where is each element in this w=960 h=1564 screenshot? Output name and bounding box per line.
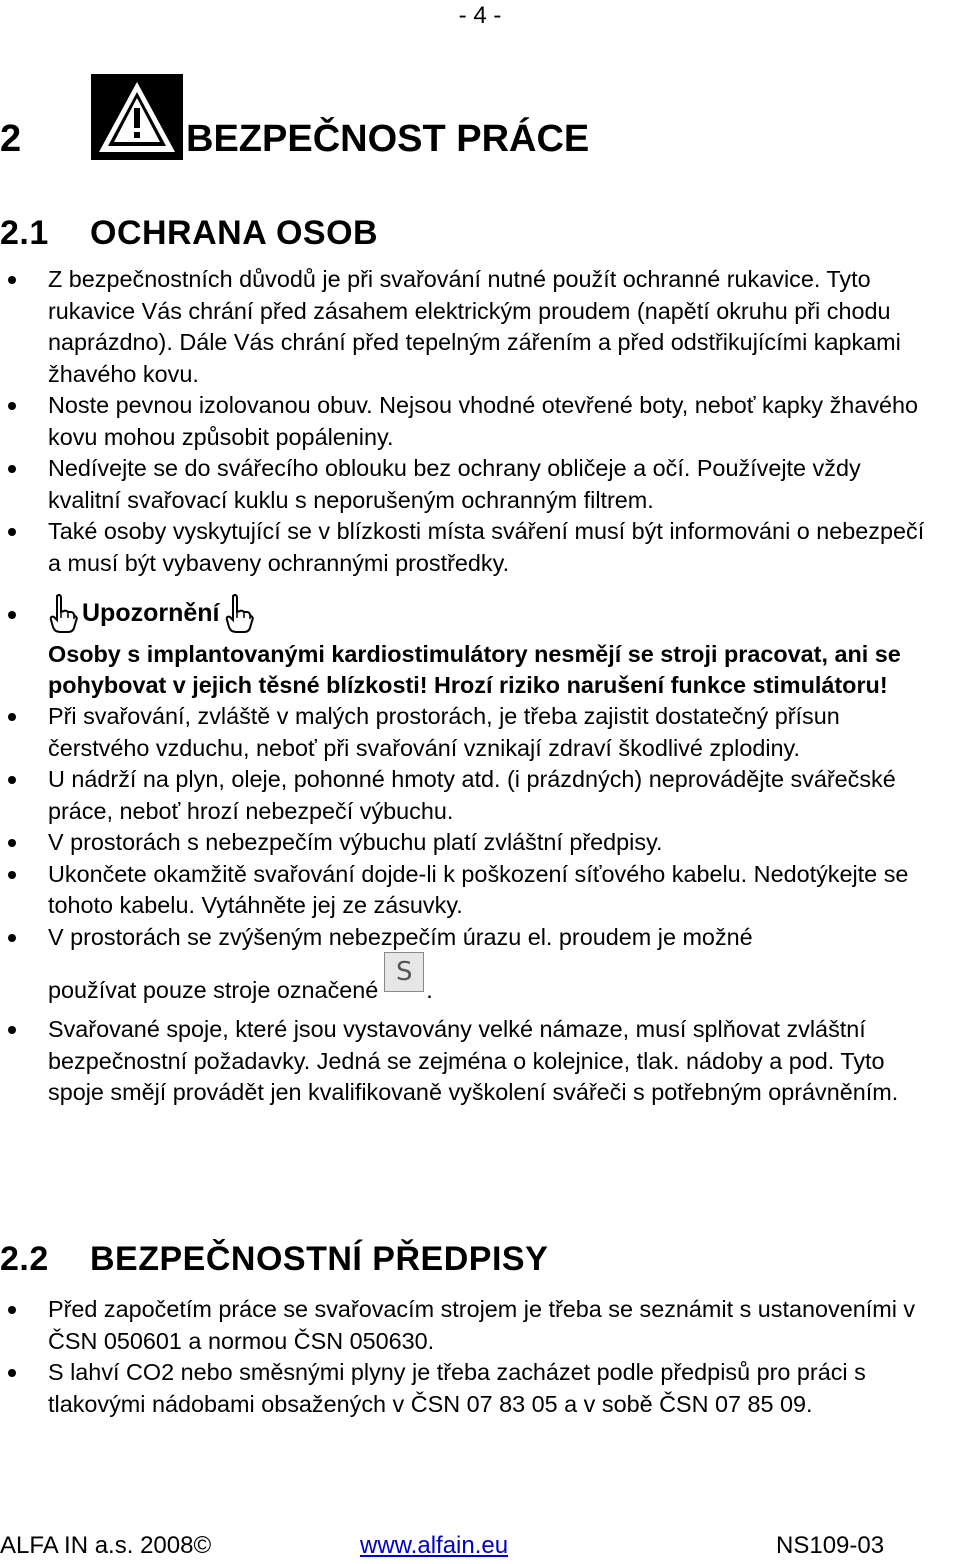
bullet-icon [8,776,16,784]
bullet-icon [8,465,16,473]
warning-item [0,589,930,701]
bullet-list-protection [0,264,930,1109]
bullet-icon [8,276,16,284]
section-heading-2-1 [0,214,378,253]
list-item: Také osoby vyskytující se v blízkosti místa sváření musí být informováni o nebezpečí a musí být vybaveny ochrannými prostředky. [0,516,930,579]
bullet-icon [8,934,16,942]
warning-text: Osoby s implantovanými kardiostimulátory nesmějí se stroji pracovat, ani se pohybovat v jejich těsné blízkosti! Hrozí riziko narušení funkce stimulátoru! [48,641,901,698]
bullet-icon [8,1026,16,1034]
list-item: V prostorách se zvýšeným nebezpečím úrazu el. proudem je možné používat pouze stroje označenéS. [0,922,930,1015]
page-number: - 4 - [458,2,502,29]
section-title: OCHRANA OSOB [90,214,379,252]
list-item: Noste pevnou izolovanou obuv. Nejsou vhodné otevřené boty, neboť kapky žhavého kovu mohou způsobit popáleniny. [0,390,930,453]
list-item: Nedívejte se do svářecího oblouku bez ochrany obličeje a očí. Používejte vždy kvalitní svařovací kuklu s neporušeným ochranným filtrem. [0,453,930,516]
chapter-title: BEZPEČNOST PRÁCE [186,118,590,160]
section-heading-2-2 [0,1240,548,1279]
section-number: 2.1 [0,214,49,252]
bullet-icon [8,1369,16,1377]
bullet-icon [8,1306,16,1314]
pointing-hand-icon [48,594,78,634]
list-item: S lahví CO2 nebo směsnými plyny je třeba zacházet podle předpisů pro práci s tlakovými nádobami obsažených v ČSN 07 83 05 a v sobě ČSN 07 85 09. [0,1357,930,1420]
list-item: Z bezpečnostních důvodů je při svařování nutné použít ochranné rukavice. Tyto rukavice Vás chrání před zásahem elektrickým proudem (napětí okruhu při chodu naprázdno). Dále Vás chrání před tepelným zářením a před odstřikujícími kapkami žhavého kovu. [0,264,930,390]
chapter-number: 2 [0,118,22,160]
pointing-hand-icon [224,594,254,634]
list-item: V prostorách s nebezpečím výbuchu platí zvláštní předpisy. [0,827,930,859]
bullet-icon [8,611,16,619]
list-item: U nádrží na plyn, oleje, pohonné hmoty atd. (i prázdných) neprovádějte svářečské práce, neboť hrozí nebezpečí výbuchu. [0,764,930,827]
footer-doc-code: NS109-03 [776,1532,885,1559]
list-item: Při svařování, zvláště v malých prostorách, je třeba zajistit dostatečný přísun čerstvého vzduchu, neboť při svařování vznikají zdraví škodlivé zplodiny. [0,701,930,764]
section-number: 2.2 [0,1240,49,1278]
bullet-icon [8,402,16,410]
bullet-list-regulations [0,1294,930,1420]
section-title: BEZPEČNOSTNÍ PŘEDPISY [90,1240,549,1278]
bullet-icon [8,528,16,536]
footer-website-link[interactable]: www.alfain.eu [360,1532,509,1559]
s-symbol-icon: S [384,952,424,992]
list-item: Ukončete okamžitě svařování dojde-li k poškození síťového kabelu. Nedotýkejte se tohoto kabelu. Vytáhněte jej ze zásuvky. [0,859,930,922]
bullet-icon [8,839,16,847]
bullet-icon [8,713,16,721]
warning-heading [48,589,930,639]
list-item: Svařované spoje, které jsou vystavovány velké námaze, musí splňovat zvláštní bezpečnostní požadavky. Jedná se zejména o kolejnice, tlak. nádoby a pod. Tyto spoje smějí provádět jen kvalifikovaně vyškolení svářeči s potřebným oprávněním. [0,1014,930,1109]
warning-label: Upozornění [82,599,220,628]
warning-triangle-icon [91,74,183,160]
bullet-icon [8,871,16,879]
footer-company: ALFA IN a.s. 2008© [0,1532,212,1559]
list-item: Před započetím práce se svařovacím strojem je třeba se seznámit s ustanoveními v ČSN 050601 a normou ČSN 050630. [0,1294,930,1357]
